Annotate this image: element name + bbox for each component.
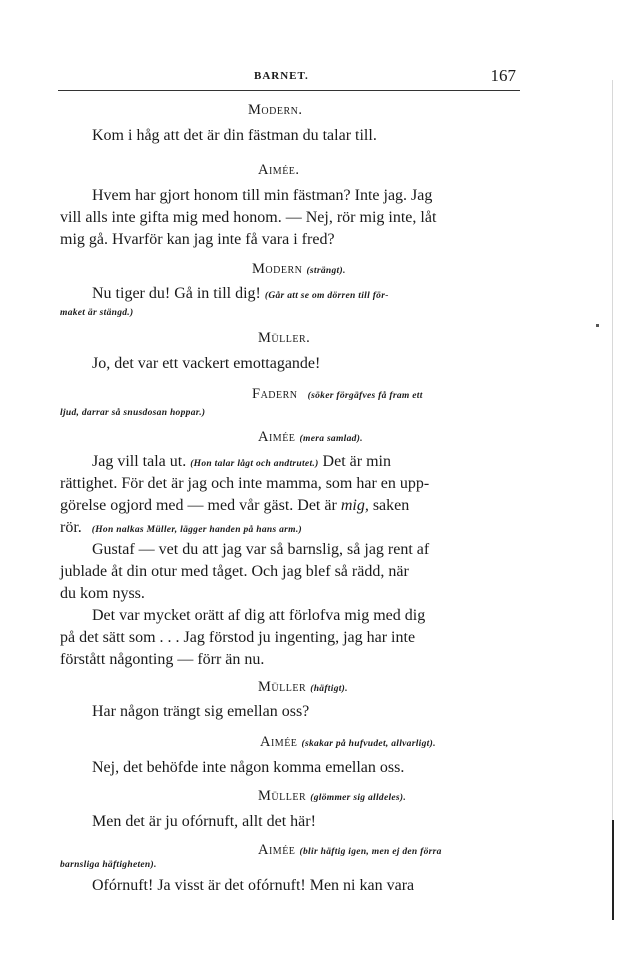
dialogue-line: Hvem har gjort honom till min fästman? Inte jag. Jag	[92, 187, 433, 204]
speaker-with-stage-direction	[252, 261, 346, 278]
dialogue-line: på det sätt som . . . Jag förstod ju ingenting, jag har inte	[60, 629, 416, 646]
stage-direction: (mera samlad).	[299, 434, 363, 444]
speaker-name: Aimée	[260, 734, 298, 750]
speaker-name: Modern.	[248, 102, 303, 118]
dialogue-line	[60, 496, 409, 516]
dialogue-line: Kom i håg att det är din fästman du talar till.	[92, 127, 377, 144]
dialogue-text: Nu tiger du! Gå in till dig!	[92, 285, 261, 302]
speaker-name: Aimée.	[258, 162, 300, 178]
stage-direction: maket är stängd.)	[60, 308, 134, 318]
dialogue-line: Ofórnuft! Ja visst är det ofórnuft! Men ni kan vara	[92, 877, 415, 894]
speaker-name: Müller.	[258, 330, 311, 346]
stage-direction: barnsliga häftigheten).	[60, 860, 157, 870]
speaker-name: Modern	[252, 261, 303, 277]
speaker-with-stage-direction	[260, 734, 436, 751]
speaker-with-stage-direction	[258, 679, 348, 696]
dialogue-line	[92, 452, 391, 474]
dialogue-text: rör.	[60, 519, 82, 536]
speaker-name: Aimée	[258, 429, 296, 445]
speaker-name: Fadern	[252, 386, 298, 402]
page-number: 167	[490, 66, 516, 85]
stage-direction: (häftigt).	[310, 684, 348, 694]
dialogue-text: görelse ogjord med — med vår gäst. Det är	[60, 497, 337, 514]
stage-direction: (söker förgäfves få fram ett	[307, 391, 423, 401]
dialogue-line: rättighet. För det är jag och inte mamma, som har en upp-	[60, 475, 430, 492]
stage-direction: ljud, darrar så snusdosan hoppar.)	[60, 408, 206, 418]
dialogue-text: Det är min	[322, 453, 391, 470]
speaker-name: Aimée	[258, 842, 296, 858]
stage-direction: (strängt).	[306, 266, 346, 276]
scan-edge-mark	[612, 820, 614, 920]
dialogue-text: Jag vill tala ut.	[92, 453, 187, 470]
header-title: BARNET.	[254, 70, 309, 82]
dialogue-line: Nej, det behöfde inte någon komma emellan oss.	[92, 759, 405, 776]
dialogue-line: Men det är ju ofórnuft, allt det här!	[92, 813, 316, 830]
dialogue-line: mig gå. Hvarför kan jag inte få vara i fred?	[60, 231, 335, 248]
stage-direction: (Hon talar lågt och andtrutet.)	[190, 459, 319, 469]
dialogue-line: Det var mycket orätt af dig att förlofva mig med dig	[92, 607, 426, 624]
stage-direction: (Går att se om dörren till för-	[264, 291, 389, 301]
running-header	[58, 66, 520, 91]
dialogue-line: Jo, det var ett vackert emottagande!	[92, 355, 321, 372]
dialogue-line: förstått någonting — förr än nu.	[60, 651, 265, 668]
speaker-with-stage-direction	[258, 429, 363, 446]
dialogue-line: vill alls inte gifta mig med honom. — Nej, rör mig inte, låt	[60, 209, 437, 226]
stage-direction: (blir häftig igen, men ej den förra	[299, 847, 442, 857]
dialogue-line: du kom nyss.	[60, 585, 145, 602]
dialogue-line: Gustaf — vet du att jag var så barnslig, så jag rent af	[92, 541, 430, 558]
scan-edge-line	[612, 80, 613, 920]
dialogue-text: saken	[372, 497, 410, 514]
speaker-name: Müller	[258, 679, 307, 695]
dialogue-line: Har någon trängt sig emellan oss?	[92, 703, 310, 720]
speaker-with-stage-direction	[258, 842, 442, 859]
stage-direction: (Hon nalkas Müller, lägger handen på hans arm.)	[91, 525, 302, 535]
dialogue-line	[92, 284, 389, 306]
stage-direction: (skakar på hufvudet, allvarligt).	[301, 739, 436, 749]
dialogue-line: jublade åt din otur med tåget. Och jag blef så rädd, när	[60, 563, 409, 580]
speaker-name: Müller	[258, 788, 307, 804]
dialogue-line	[60, 518, 302, 540]
stage-direction: (glömmer sig alldeles).	[310, 793, 407, 803]
emphasis-text: mig,	[340, 497, 369, 514]
speaker-with-stage-direction	[252, 386, 423, 403]
speaker-with-stage-direction	[258, 788, 406, 805]
scan-speck	[596, 324, 599, 327]
